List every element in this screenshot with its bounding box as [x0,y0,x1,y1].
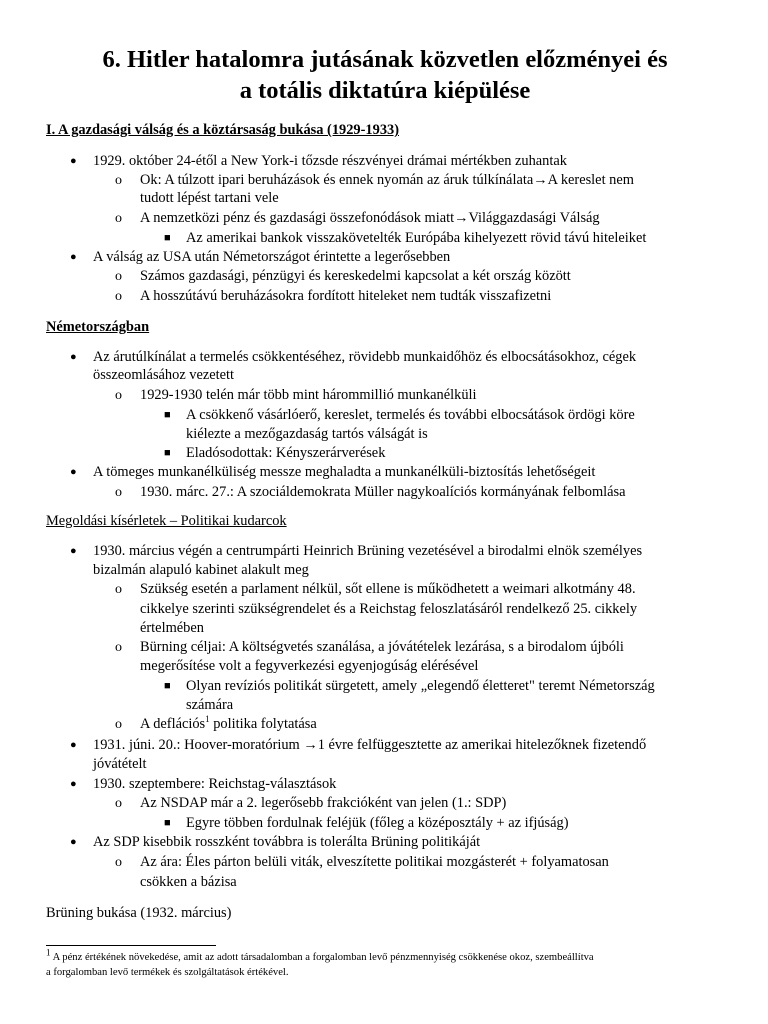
footnote-line-1 [46,947,594,965]
bullet-text: 1929. október 24-étől a New York-i tőzsde részvényei drámai mértékben zuhantak [93,153,567,169]
sub-bullet-continuation: cikkelye szerinti szükségrendelet és a Reichstag feloszlatásáról rendelkező 25. cikkely [140,601,638,617]
page-title [40,44,730,106]
sub-bullet-item [115,287,552,306]
sub-sub-bullet-item [164,406,635,425]
sub-bullet-o-icon: o [115,582,122,597]
sub-bullet-item [115,386,477,405]
bullet-item [70,833,481,852]
bullet-text: Számos gazdasági, pénzügyi és kereskedelmi kapcsolat a két ország között [140,268,571,284]
bullet-dot-icon: ● [70,466,77,478]
bullet-item [70,736,647,755]
bullet-text: A válság az USA után Németországot érintette a legerősebben [93,249,451,265]
section-heading-1: I. A gazdasági válság és a köztársaság bukása (1929-1933) [46,122,399,138]
bullet-text: 1930. március végén a centrumpárti Heinrich Brüning vezetésével a birodalmi elnök személyes [93,543,643,559]
sub-bullet-item [115,714,317,734]
bullet-dot-icon: ● [70,836,77,848]
sub-bullet-o-icon: o [115,855,122,870]
bullet-text: Bürning céljai: A költségvetés szanálása, a jóvátételek lezárása, s a birodalom újbóli [140,639,624,655]
sub-bullet-item [115,794,507,813]
bullet-text: A deflációs [140,716,206,732]
sub-bullet-o-icon: o [115,640,122,655]
sub-bullet-o-icon: o [115,173,122,188]
bullet-text: Olyan revíziós politikát sürgetett, amely „elegendő életteret" teremt Németország [186,678,655,694]
section-heading-2: Németországban [46,319,150,335]
bullet-text: Az árutúlkínálat a termelés csökkentéséhez, rövidebb munkaidőhöz és elbocsátásokhoz, cégek [93,349,637,365]
sub-sub-bullet-item [164,814,569,833]
bullet-text: A tömeges munkanélküliség messze meghaladta a munkanélküli-biztosítás lehetőségeit [93,464,596,480]
bullet-continuation: összeomlásához vezetett [93,367,235,383]
bullet-text: 1929-1930 telén már több mint hárommillió munkanélküli [140,387,477,403]
sub-bullet-continuation: értelmében [140,620,204,636]
bullet-text: A hosszútávú beruházásokra fordított hiteleket nem tudták visszafizetni [140,288,552,304]
footnote-reference: 1 [205,714,210,725]
sub-sub-bullet-continuation: kiélezte a mezőgazdaság tartós válságát is [186,426,428,442]
bullet-text: Az SDP kisebbik rosszként továbbra is tolerálta Brüning politikáját [93,834,481,850]
sub-bullet-item [115,171,634,190]
bullet-text: politika folytatása [209,716,317,732]
bullet-text: Az amerikai bankok visszakövetelték Európába kihelyezett rövid távú hiteleiket [186,230,647,246]
bullet-text: 1930. márc. 27.: A szociáldemokrata Müller nagykoalíciós kormányának felbomlása [140,484,626,500]
bullet-text: 1930. szeptembere: Reichstag-választások [93,776,337,792]
sub-bullet-o-icon: o [115,211,122,226]
sub-bullet-continuation: tudott lépést tartani vele [140,190,279,206]
bullet-text: Világgazdasági Válság [468,210,600,226]
sub-sub-bullet-item [164,677,655,696]
bullet-continuation: bizalmán alapuló kabinet alakult meg [93,562,309,578]
bullet-item [70,542,643,561]
sub-bullet-continuation: megerősítése volt a fegyverkezési egyenjogúság elérésével [140,658,479,674]
title-line-2: a totális diktatúra kiépülése [239,77,531,104]
square-bullet-icon: ■ [164,447,171,459]
bullet-text: 1 évre felfüggesztette az amerikai hitelezőknek fizetendő [317,737,647,753]
sub-bullet-item [115,209,600,228]
footnote-marker: 1 [46,947,51,958]
bullet-dot-icon: ● [70,739,77,751]
sub-bullet-o-icon: o [115,388,122,403]
bullet-text: A csökkenő vásárlóerő, kereslet, termelés és további elbocsátások ördögi köre [186,407,635,423]
arrow-right-icon: → [533,172,548,188]
square-bullet-icon: ■ [164,232,171,244]
bullet-continuation: jóvátételt [93,756,147,772]
sub-bullet-o-icon: o [115,289,122,304]
sub-sub-bullet-continuation: számára [186,697,234,713]
footnote-separator [46,945,216,946]
bullet-dot-icon: ● [70,545,77,557]
title-line-1: 6. Hitler hatalomra jutásának közvetlen előzményei és [102,46,668,73]
footnote-line-2: a forgalomban levő termékek és szolgáltatások értékével. [46,967,289,978]
bullet-text: Az NSDAP már a 2. legerősebb frakcióként van jelen (1.: SDP) [140,795,507,811]
bullet-item [70,463,596,482]
bullet-text: Egyre többen fordulnak feléjük (főleg a középosztály + az ifjúság) [186,815,569,831]
bullet-text: A nemzetközi pénz és gazdasági összefonódások miatt [140,210,455,226]
sub-bullet-o-icon: o [115,796,122,811]
closing-line: Brüning bukása (1932. március) [46,905,232,921]
sub-bullet-o-icon: o [115,485,122,500]
sub-bullet-item [115,483,626,502]
bullet-item [70,775,337,794]
square-bullet-icon: ■ [164,409,171,421]
bullet-text: Szükség esetén a parlament nélkül, sőt ellene is működhetett a weimari alkotmány 48. [140,581,636,597]
sub-bullet-item [115,638,624,657]
bullet-dot-icon: ● [70,155,77,167]
sub-bullet-item [115,580,636,599]
bullet-dot-icon: ● [70,778,77,790]
sub-sub-bullet-item [164,229,647,248]
sub-bullet-o-icon: o [115,269,122,284]
sub-bullet-continuation: csökken a bázisa [140,874,237,890]
square-bullet-icon: ■ [164,680,171,692]
bullet-text: Eladósodottak: Kényszerárverések [186,445,386,461]
bullet-text: 1931. júni. 20.: Hoover-moratórium [93,737,304,753]
arrow-right-icon: → [454,210,469,226]
bullet-item [70,152,567,171]
arrow-right-icon: → [303,737,318,753]
bullet-text: A kereslet nem [547,172,634,188]
bullet-dot-icon: ● [70,251,77,263]
bullet-dot-icon: ● [70,351,77,363]
sub-bullet-item [115,267,571,286]
bullet-item [70,348,637,367]
square-bullet-icon: ■ [164,817,171,829]
footnote-text: A pénz értékének növekedése, amit az adott társadalomban a forgalomban levő pénzmennyiség csökkenése okoz, szembeállítva [52,952,594,963]
bullet-text: Ok: A túlzott ipari beruházások és ennek nyomán az áruk túlkínálata [140,172,534,188]
sub-bullet-o-icon: o [115,717,122,732]
sub-bullet-item [115,853,609,872]
bullet-item [70,248,451,267]
bullet-text: Az ára: Éles párton belüli viták, elveszítette politikai mozgásterét + folyamatosan [140,854,609,870]
sub-sub-bullet-item [164,444,386,463]
section-heading-3: Megoldási kísérletek – Politikai kudarcok [46,513,287,529]
